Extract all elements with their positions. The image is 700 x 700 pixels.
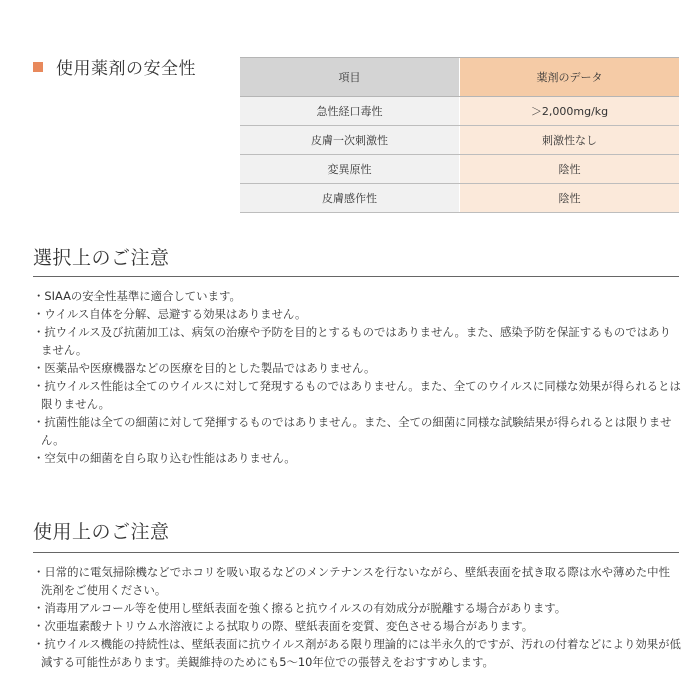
list-item: ・次亜塩素酸ナトリウム水溶液による拭取りの際、壁紙表面を変質、変色させる場合があります。 xyxy=(33,619,534,633)
list-item: ・SIAAの安全性基準に適合しています。 xyxy=(33,289,241,303)
list-item: ・空気中の細菌を自ら取り込む性能はありません。 xyxy=(33,451,296,465)
usage-divider xyxy=(33,552,679,553)
list-item: ・抗ウイルス及び抗菌加工は、病気の治療や予防を目的とするものではありません。また、感染予防を保証するものではありません。 xyxy=(33,325,671,357)
row-value: 刺激性なし xyxy=(460,126,680,155)
list-item: ・抗菌性能は全ての細菌に対して発揮するものではありません。また、全ての細菌に同様な試験結果が得られるとは限りません。 xyxy=(33,415,672,447)
table-row xyxy=(240,155,679,184)
safety-table xyxy=(240,57,679,213)
list-item: ・ウイルス自体を分解、忌避する効果はありません。 xyxy=(33,307,307,321)
usage-notes xyxy=(33,563,681,671)
selection-title: 選択上のご注意 xyxy=(33,247,170,269)
table-row xyxy=(240,97,679,126)
header-data: 薬剤のデータ xyxy=(460,58,680,97)
row-item: 変異原性 xyxy=(240,155,460,184)
list-item: ・抗ウイルス機能の持続性は、壁紙表面に抗ウイルス剤がある限り理論的には半永久的ですが、汚れの付着などにより効果が低減する可能性があります。美観維持のためにも5〜10年位での張替えをおすすめします。 xyxy=(33,637,681,669)
row-value: ＞2,000mg/kg xyxy=(460,97,680,126)
safety-heading xyxy=(33,54,196,79)
list-item: ・消毒用アルコール等を使用し壁紙表面を強く擦ると抗ウイルスの有効成分が脱離する場合があります。 xyxy=(33,601,567,615)
table-row xyxy=(240,126,679,155)
row-value: 陰性 xyxy=(460,155,680,184)
selection-notes xyxy=(33,287,681,467)
row-item: 皮膚一次刺激性 xyxy=(240,126,460,155)
selection-divider xyxy=(33,276,679,277)
square-bullet-icon xyxy=(33,62,43,72)
row-value: 陰性 xyxy=(460,184,680,213)
list-item: ・抗ウイルス性能は全てのウイルスに対して発現するものではありません。また、全てのウイルスに同様な効果が得られるとは限りません。 xyxy=(33,379,681,411)
row-item: 皮膚感作性 xyxy=(240,184,460,213)
usage-title: 使用上のご注意 xyxy=(33,521,170,543)
list-item: ・医薬品や医療機器などの医療を目的とした製品ではありません。 xyxy=(33,361,376,375)
header-item: 項目 xyxy=(240,58,460,97)
list-item: ・日常的に電気掃除機などでホコリを吸い取るなどのメンテナンスを行ないながら、壁紙表面を拭き取る際は水や薄めた中性洗剤をご使用ください。 xyxy=(33,565,670,597)
table-header-row xyxy=(240,58,679,97)
row-item: 急性経口毒性 xyxy=(240,97,460,126)
table-row xyxy=(240,184,679,213)
safety-title: 使用薬剤の安全性 xyxy=(56,59,196,79)
